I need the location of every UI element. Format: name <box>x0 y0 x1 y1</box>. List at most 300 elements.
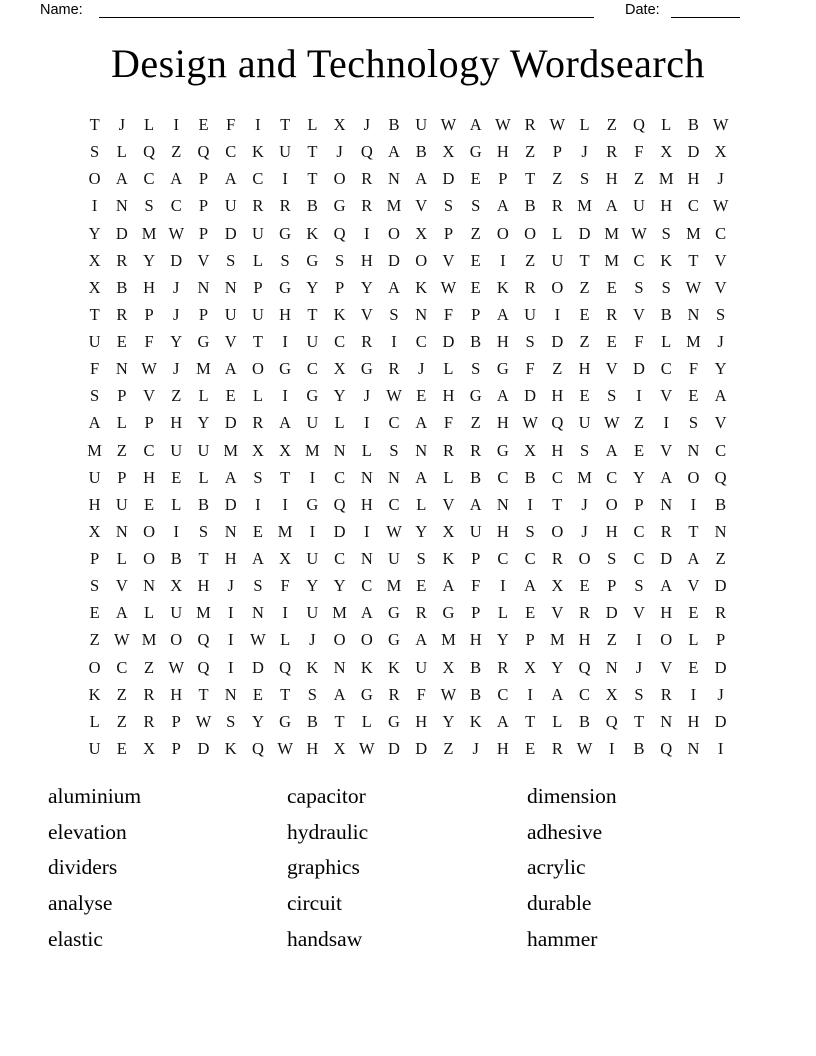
grid-letter: W <box>631 223 647 243</box>
grid-letter: F <box>634 332 644 351</box>
grid-letter: R <box>361 332 373 351</box>
grid-letter: W <box>114 630 130 650</box>
grid-letter: S <box>253 576 263 596</box>
grid-letter: H <box>88 494 101 514</box>
grid-letter: G <box>333 196 346 216</box>
grid-letter: C <box>252 169 264 189</box>
grid-letter: C <box>334 467 346 487</box>
grid-letter: K <box>306 223 319 243</box>
grid-letter: L <box>171 494 182 514</box>
grid-letter: U <box>197 440 210 460</box>
grid-letter: T <box>525 711 536 731</box>
grid-letter: U <box>115 494 128 514</box>
grid-row <box>81 518 734 545</box>
grid-letter: I <box>609 738 615 758</box>
grid-letter: D <box>714 576 727 596</box>
date-blank-line <box>671 0 740 18</box>
grid-letter: H <box>360 250 373 270</box>
grid-letter: I <box>554 304 561 324</box>
grid-letter: L <box>443 359 454 379</box>
grid-letter: Q <box>605 711 618 731</box>
grid-letter: G <box>306 494 319 514</box>
grid-letter: D <box>714 711 727 731</box>
grid-letter: K <box>333 304 346 324</box>
grid-letter: L <box>361 711 372 731</box>
grid-letter: G <box>306 250 319 270</box>
grid-letter: R <box>470 440 482 460</box>
grid-letter: B <box>687 115 699 134</box>
grid-letter: H <box>170 413 183 433</box>
grid-letter: J <box>418 359 425 379</box>
grid-letter: U <box>88 467 101 487</box>
grid-letter: U <box>415 115 428 134</box>
grid-letter: Z <box>89 630 100 650</box>
grid-letter: Y <box>306 277 319 297</box>
grid-letter: A <box>224 169 237 189</box>
grid-letter: Z <box>171 142 182 162</box>
grid-letter: Z <box>525 250 536 270</box>
grid-letter: O <box>578 549 591 568</box>
grid-letter: S <box>471 359 481 379</box>
grid-letter: C <box>633 549 645 568</box>
grid-letter: V <box>442 494 455 514</box>
grid-letter: K <box>224 738 237 758</box>
grid-letter: W <box>386 386 402 406</box>
grid-letter: J <box>581 142 588 162</box>
grid-letter: B <box>306 196 318 216</box>
grid-letter: D <box>224 494 237 514</box>
grid-letter: D <box>251 657 264 677</box>
grid-letter: C <box>116 657 128 677</box>
grid-letter: O <box>551 521 564 541</box>
grid-letter: C <box>388 413 400 433</box>
grid-letter: V <box>442 250 455 270</box>
grid-letter: S <box>144 196 154 216</box>
wordsearch-grid <box>81 111 734 762</box>
grid-letter: R <box>551 549 563 568</box>
grid-letter: S <box>198 521 209 541</box>
grid-letter: C <box>551 467 563 487</box>
grid-letter: O <box>605 494 618 514</box>
grid-letter: L <box>280 630 291 650</box>
grid-letter: L <box>552 223 563 243</box>
grid-letter: G <box>388 630 400 650</box>
grid-letter: U <box>224 304 237 324</box>
grid-letter: C <box>361 576 373 596</box>
word-list-item: elastic <box>48 926 103 951</box>
grid-letter: I <box>282 332 288 351</box>
grid-letter: P <box>117 467 127 487</box>
word-list-item: hydraulic <box>287 819 369 844</box>
grid-letter: D <box>442 169 455 189</box>
grid-letter: E <box>470 277 481 297</box>
grid-letter: B <box>660 304 672 324</box>
grid-letter: A <box>714 386 727 406</box>
grid-letter: M <box>604 223 620 243</box>
grid-letter: N <box>687 304 700 324</box>
grid-letter: P <box>471 603 481 623</box>
grid-letter: R <box>415 603 427 623</box>
grid-letter: Z <box>633 413 645 433</box>
grid-letter: I <box>391 332 397 351</box>
grid-letter: U <box>469 521 482 541</box>
grid-letter: H <box>687 169 700 189</box>
word-list-column <box>287 779 368 957</box>
grid-letter: X <box>605 684 618 704</box>
grid-letter: M <box>386 576 402 596</box>
grid-letter: M <box>87 440 102 460</box>
grid-letter: P <box>334 277 345 297</box>
grid-letter: M <box>441 630 456 650</box>
grid-letter: N <box>143 576 155 596</box>
grid-letter: W <box>386 521 402 541</box>
grid-letter: R <box>606 142 618 162</box>
grid-letter: Y <box>143 250 155 270</box>
grid-letter: M <box>277 521 293 541</box>
grid-letter: P <box>443 223 454 243</box>
grid-letter: O <box>360 630 373 650</box>
grid-letter: Y <box>197 413 210 433</box>
grid-letter: T <box>89 115 100 134</box>
grid-letter: E <box>606 277 617 297</box>
grid-letter: E <box>579 386 590 406</box>
grid-letter: P <box>90 549 100 568</box>
grid-letter: D <box>333 521 346 541</box>
grid-letter: V <box>224 332 237 351</box>
grid-letter: E <box>579 304 590 324</box>
grid-letter: I <box>527 684 533 704</box>
grid-letter: Y <box>442 711 455 731</box>
grid-letter: D <box>224 413 237 433</box>
grid-letter: X <box>279 549 292 568</box>
grid-row <box>81 247 734 274</box>
grid-letter: X <box>88 521 101 541</box>
grid-letter: V <box>660 440 673 460</box>
grid-letter: C <box>334 549 346 568</box>
word-list <box>0 779 816 979</box>
grid-letter: S <box>525 332 535 351</box>
grid-letter: I <box>227 630 234 650</box>
grid-letter: P <box>144 304 154 324</box>
grid-letter: L <box>89 711 100 731</box>
grid-letter: C <box>633 250 645 270</box>
grid-letter: D <box>687 142 700 162</box>
grid-letter: M <box>196 359 211 379</box>
grid-letter: S <box>716 304 726 324</box>
grid-letter: A <box>224 359 237 379</box>
grid-letter: N <box>115 196 128 216</box>
grid-letter: A <box>224 467 237 487</box>
grid-letter: I <box>636 630 642 650</box>
grid-letter: G <box>197 332 210 351</box>
grid-letter: B <box>633 738 645 758</box>
grid-letter: E <box>470 250 481 270</box>
grid-letter: Q <box>197 142 210 162</box>
grid-letter: W <box>712 196 729 216</box>
grid-letter: F <box>471 576 481 596</box>
grid-letter: X <box>524 657 537 677</box>
grid-letter: E <box>198 115 209 134</box>
grid-letter: O <box>687 467 700 487</box>
grid-letter: M <box>577 196 592 216</box>
grid-letter: F <box>634 142 644 162</box>
grid-letter: L <box>144 603 155 623</box>
grid-letter: L <box>198 467 209 487</box>
grid-letter: Y <box>360 277 373 297</box>
grid-letter: E <box>144 494 155 514</box>
grid-letter: G <box>279 223 292 243</box>
grid-letter: I <box>663 413 669 433</box>
grid-letter: R <box>497 657 509 677</box>
grid-letter: N <box>496 494 509 514</box>
grid-letter: X <box>442 657 455 677</box>
grid-letter: R <box>143 684 155 704</box>
grid-letter: J <box>717 684 724 704</box>
grid-letter: L <box>361 440 372 460</box>
grid-letter: H <box>605 521 618 541</box>
grid-letter: U <box>551 250 564 270</box>
grid-letter: S <box>90 576 100 596</box>
grid-letter: Y <box>306 576 319 596</box>
grid-letter: S <box>579 169 590 189</box>
grid-letter: J <box>336 142 343 162</box>
grid-letter: P <box>552 142 562 162</box>
grid-letter: T <box>280 467 291 487</box>
word-list-column <box>48 779 141 957</box>
grid-letter: O <box>551 277 564 297</box>
grid-letter: I <box>636 386 642 406</box>
grid-letter: I <box>527 494 533 514</box>
word-list-item: handsaw <box>287 926 363 951</box>
grid-letter: G <box>496 359 509 379</box>
grid-letter: D <box>714 657 727 677</box>
grid-letter: S <box>634 684 644 704</box>
grid-letter: K <box>442 549 455 568</box>
grid-letter: G <box>469 386 482 406</box>
grid-letter: A <box>115 169 128 189</box>
grid-letter: T <box>552 494 563 514</box>
grid-letter: N <box>415 304 428 324</box>
grid-letter: E <box>252 521 263 541</box>
grid-letter: V <box>415 196 428 216</box>
grid-letter: Q <box>251 738 264 758</box>
grid-letter: N <box>224 521 237 541</box>
page-title: Design and Technology Wordsearch <box>111 41 705 86</box>
grid-letter: I <box>227 603 234 623</box>
grid-letter: E <box>525 603 536 623</box>
grid-letter: T <box>525 169 536 189</box>
grid-letter: W <box>440 684 457 704</box>
grid-letter: C <box>170 196 182 216</box>
grid-letter: Z <box>171 386 182 406</box>
grid-letter: V <box>687 576 700 596</box>
grid-letter: X <box>442 521 455 541</box>
grid-letter: U <box>88 332 101 351</box>
grid-letter: Y <box>714 359 727 379</box>
grid-letter: R <box>606 304 618 324</box>
grid-letter: C <box>225 142 237 162</box>
grid-letter: Z <box>606 115 617 134</box>
grid-letter: M <box>141 630 157 650</box>
grid-row <box>81 165 734 192</box>
grid-letter: A <box>279 413 292 433</box>
grid-letter: V <box>660 386 673 406</box>
grid-letter: C <box>497 684 509 704</box>
grid-letter: U <box>279 142 292 162</box>
grid-letter: P <box>471 304 481 324</box>
grid-letter: G <box>496 440 509 460</box>
grid-letter: T <box>280 684 291 704</box>
grid-letter: O <box>524 223 537 243</box>
grid-row <box>81 626 734 653</box>
grid-letter: A <box>687 549 700 568</box>
grid-letter: H <box>496 142 509 162</box>
grid-letter: D <box>388 250 400 270</box>
grid-letter: U <box>251 304 264 324</box>
grid-letter: A <box>496 711 509 731</box>
grid-letter: R <box>116 304 128 324</box>
grid-letter: U <box>251 223 264 243</box>
grid-row <box>81 328 734 355</box>
grid-letter: M <box>604 250 620 270</box>
grid-letter: X <box>551 576 564 596</box>
grid-letter: I <box>282 603 288 623</box>
grid-letter: T <box>280 115 291 134</box>
word-list-item: hammer <box>527 926 598 951</box>
grid-letter: R <box>279 196 291 216</box>
grid-letter: A <box>415 630 428 650</box>
grid-letter: Z <box>552 359 563 379</box>
grid-letter: H <box>578 359 591 379</box>
grid-letter: H <box>605 169 618 189</box>
grid-letter: R <box>143 711 155 731</box>
grid-letter: R <box>116 250 128 270</box>
grid-letter: X <box>333 738 346 758</box>
word-list-item: dimension <box>527 784 617 808</box>
grid-letter: X <box>415 223 428 243</box>
grid-row <box>81 464 734 491</box>
grid-row <box>81 382 734 409</box>
grid-letter: B <box>415 142 427 162</box>
date-label: Date: <box>625 2 660 18</box>
grid-letter: E <box>688 603 699 623</box>
grid-letter: F <box>688 359 699 379</box>
grid-letter: Q <box>333 494 346 514</box>
grid-letter: J <box>173 277 180 297</box>
grid-letter: L <box>661 332 672 351</box>
grid-letter: G <box>279 359 292 379</box>
name-label: Name: <box>40 2 83 18</box>
grid-letter: V <box>143 386 155 406</box>
grid-letter: O <box>88 657 101 677</box>
grid-letter: Y <box>333 576 346 596</box>
grid-letter: H <box>469 630 482 650</box>
grid-letter: S <box>579 440 590 460</box>
grid-row <box>81 138 734 165</box>
grid-letter: I <box>282 169 288 189</box>
grid-letter: T <box>89 304 100 324</box>
grid-letter: A <box>496 304 509 324</box>
grid-letter: Z <box>470 413 481 433</box>
grid-letter: E <box>89 603 100 623</box>
grid-letter: L <box>497 603 508 623</box>
grid-letter: S <box>661 277 671 297</box>
grid-letter: F <box>443 304 454 324</box>
grid-letter: W <box>250 630 266 650</box>
grid-letter: G <box>360 359 373 379</box>
grid-letter: J <box>581 521 588 541</box>
grid-letter: I <box>255 494 261 514</box>
grid-letter: Q <box>633 115 645 134</box>
grid-letter: I <box>309 521 316 541</box>
grid-letter: G <box>360 684 373 704</box>
grid-letter: I <box>717 738 724 758</box>
grid-letter: A <box>496 386 509 406</box>
grid-letter: C <box>143 440 155 460</box>
grid-letter: E <box>416 386 427 406</box>
grid-letter: V <box>714 250 727 270</box>
grid-letter: Y <box>88 223 101 243</box>
grid-letter: R <box>252 413 264 433</box>
grid-letter: I <box>173 115 180 134</box>
grid-letter: Y <box>496 630 509 650</box>
grid-letter: M <box>332 603 347 623</box>
grid-row <box>81 111 734 138</box>
grid-letter: D <box>197 738 210 758</box>
grid-letter: N <box>333 657 346 677</box>
grid-letter: T <box>307 169 318 189</box>
grid-letter: E <box>579 576 590 596</box>
grid-letter: A <box>333 684 346 704</box>
grid-letter: Z <box>579 277 590 297</box>
grid-letter: F <box>280 576 290 596</box>
grid-letter: Y <box>633 467 645 487</box>
grid-letter: H <box>660 603 673 623</box>
grid-letter: X <box>143 738 155 758</box>
grid-letter: X <box>88 250 101 270</box>
grid-letter: W <box>603 413 620 433</box>
grid-letter: T <box>633 711 645 731</box>
grid-row <box>81 409 734 436</box>
grid-letter: C <box>715 223 727 243</box>
grid-letter: K <box>251 142 264 162</box>
grid-letter: U <box>306 332 319 351</box>
grid-letter: J <box>173 359 180 379</box>
name-date-row <box>0 0 816 24</box>
grid-letter: Z <box>525 142 536 162</box>
grid-letter: A <box>415 169 428 189</box>
grid-letter: Y <box>251 711 264 731</box>
grid-letter: T <box>307 142 318 162</box>
grid-letter: P <box>198 223 209 243</box>
grid-letter: P <box>117 386 127 406</box>
grid-letter: P <box>634 494 644 514</box>
grid-letter: J <box>173 304 180 324</box>
grid-letter: N <box>660 711 673 731</box>
grid-letter: F <box>226 115 236 134</box>
grid-letter: X <box>333 359 346 379</box>
grid-letter: R <box>361 196 373 216</box>
grid-letter: J <box>472 738 479 758</box>
grid-letter: T <box>579 250 590 270</box>
grid-letter: W <box>168 223 185 243</box>
grid-letter: Q <box>197 657 210 677</box>
grid-letter: K <box>88 684 101 704</box>
word-list-item: graphics <box>287 855 360 880</box>
grid-letter: I <box>500 576 506 596</box>
grid-letter: X <box>660 142 673 162</box>
grid-letter: S <box>90 386 100 406</box>
